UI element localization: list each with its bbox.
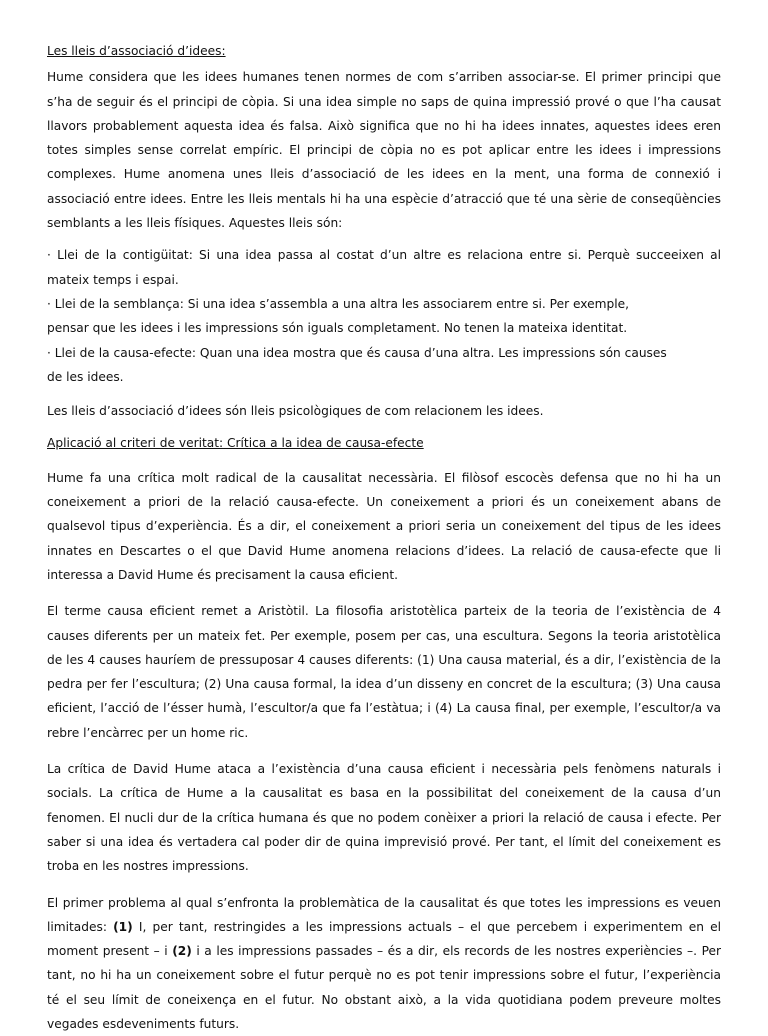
paragraph-critica-causalitat: Hume fa una crítica molt radical de la causalitat necessària. El filòsof escocès defensa que no hi ha un coneixement a priori de la relació causa-efecte. Un coneixement a priori és un coneixement abans de qualsevol tipus d’experiència. És a dir, el coneixement a priori seria un coneixement del tipus de les idees innates en Descartes o el que David Hume anomena relacions d’idees. La relació de causa-efecte que li interessa a David Hume és precisament la causa eficient. (47, 466, 721, 587)
enumeration-number: (1) (113, 920, 133, 934)
paragraph-intro: Hume considera que les idees humanes tenen normes de com s’arriben associar-se. El primer principi que s’ha de seguir és el principi de còpia. Si una idea simple no saps de quina impressió prové o que l’ha causat llavors probablement aquesta idea és falsa. Això significa que no hi ha idees innates, aquestes idees eren totes simples sense correlat empíric. El principi de còpia no es pot aplicar entre les idees i impressions complexes. Hume anomena unes lleis d’associació de les idees en la ment, una forma de connexió i associació entre idees. Entre les lleis mentals hi ha una espècie d’atracció que té una sèrie de conseqüències semblants a les lleis físiques. Aquestes lleis són: (47, 65, 721, 235)
text-segment: I, per tant, restringides a les impressions actuals – el que percebem i experimentem en el moment present – i (47, 920, 721, 958)
enumeration-number: (2) (172, 944, 192, 958)
law-semblanca-line2: pensar que les idees i les impressions són iguals completament. No tenen la mateixa identitat. (47, 316, 721, 340)
law-semblanca-line1: · Llei de la semblança: Si una idea s’assembla a una altra les associarem entre si. Per exemple, (47, 292, 721, 316)
document-body (47, 39, 721, 1036)
law-causa-efecte-line1: · Llei de la causa-efecte: Quan una idea mostra que és causa d’una altra. Les impressions són causes (47, 341, 721, 365)
paragraph-lleis-psicologiques: Les lleis d’associació d’idees són lleis psicològiques de com relacionem les idees. (47, 399, 721, 423)
text-segment: i a les impressions passades – és a dir, els records de les nostres experiències –. Per tant, no hi ha un coneixement sobre el futur perquè no es pot tenir impressions sobre el futur, l’experiència té el seu límit de coneixença en el futur. No obstant això, a la vida quotidiana podem preveure moltes vegades esdeveniments futurs. (47, 944, 721, 1031)
paragraph-primer-problema (47, 891, 721, 1036)
paragraph-critica-hume: La crítica de David Hume ataca a l’existència d’una causa eficient i necessària pels fenòmens naturals i socials. La crítica de Hume a la causalitat es basa en la possibilitat del coneixement de la causa d’un fenomen. El nucli dur de la crítica humana és que no podem conèixer a priori la relació de causa i efecte. Per saber si una idea és vertadera cal poder dir de quina imprevisió prové. Per tant, el límit del coneixement es troba en les nostres impressions. (47, 757, 721, 878)
law-causa-efecte-line2: de les idees. (47, 365, 721, 389)
paragraph-causa-eficient: El terme causa eficient remet a Aristòtil. La filosofia aristotèlica parteix de la teoria de l’existència de 4 causes diferents per un mateix fet. Per exemple, posem per cas, una escultura. Segons la teoria aristotèlica de les 4 causes hauríem de pressuposar 4 causes diferents: (1) Una causa material, és a dir, l’existència de la pedra per fer l’escultura; (2) Una causa formal, la idea d’un disseny en concret de la escultura; (3) Una causa eficient, l’acció de l’ésser humà, l’escultor/a que fa l’estàtua; i (4) La causa final, per exemple, l’escultor/a va rebre l’encàrrec per un home ric. (47, 599, 721, 745)
law-contiguitat: · Llei de la contigüitat: Si una idea passa al costat d’un altre es relaciona entre si. Perquè succeeixen al mateix temps i espai. (47, 243, 721, 292)
section-heading-criteri-veritat: Aplicació al criteri de veritat: Crítica a la idea de causa-efecte (47, 431, 721, 455)
text-segment: El primer problema al qual s’enfronta la problemàtica de la causalitat és que totes les impressions es veuen limitades: (47, 896, 721, 934)
section-heading-associacio: Les lleis d’associació d’idees: (47, 39, 721, 63)
